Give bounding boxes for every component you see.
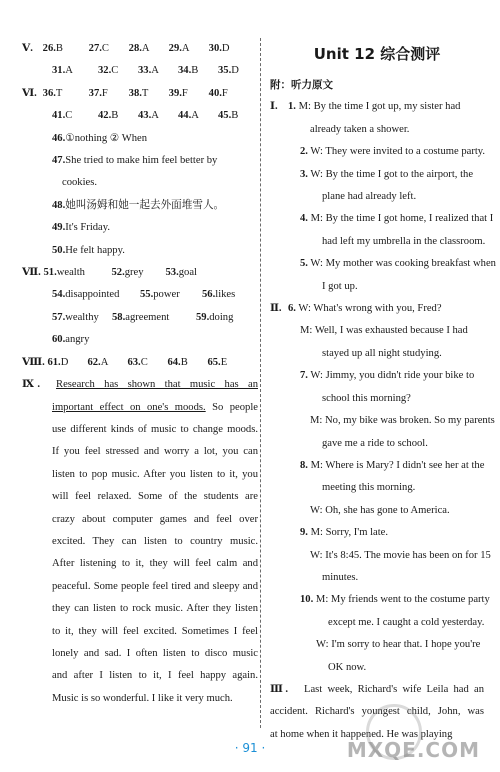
answer: B <box>231 110 239 122</box>
question-number: 36. <box>42 87 56 99</box>
section-numeral: Ⅷ. <box>22 356 45 368</box>
answer: He felt happy. <box>65 244 125 256</box>
question-number: 33. <box>138 65 152 77</box>
transcript-text: had left my umbrella in the classroom. <box>322 235 486 247</box>
transcript-paragraph-line <box>270 679 484 701</box>
question-number: 52. <box>111 267 125 279</box>
transcript-text: stayed up all night studying. <box>322 347 442 359</box>
answer: A <box>181 43 190 54</box>
answer: T <box>141 87 149 99</box>
answer: B <box>55 43 63 54</box>
question-number: 60. <box>52 334 66 346</box>
transcript-paragraph-line: at home when it happened. He was playing <box>270 728 453 740</box>
transcript-item <box>270 455 484 477</box>
question-number: 4. <box>300 213 308 225</box>
answer: T <box>55 87 63 99</box>
left-column <box>22 38 258 710</box>
question-number: 37. <box>88 87 102 99</box>
answer: C <box>65 110 73 122</box>
transcript-text: minutes. <box>322 571 359 583</box>
question-number: 34. <box>178 65 192 77</box>
question-number: 61. <box>47 356 61 368</box>
question-number: 26. <box>42 43 56 54</box>
section-numeral: Ⅸ. <box>22 379 40 391</box>
transcript-text: Last week, Richard's wife Leila had an <box>304 683 484 695</box>
page-number-dot-left: · <box>234 741 243 755</box>
answer: B <box>180 356 188 368</box>
paragraph-line: will feel relaxed. Some of the students are <box>52 491 258 503</box>
answer: doing <box>209 311 234 323</box>
answer: C <box>111 65 119 77</box>
question-number: 45. <box>218 110 232 122</box>
transcript-heading: 附：听力原文 <box>270 79 333 91</box>
transcript-text: M: By the time I got home, I realized that I <box>310 213 494 225</box>
answer: A <box>100 356 109 368</box>
paragraph-text: So people <box>205 401 258 413</box>
transcript-text: W: It's 8:45. The movie has been on for 15 <box>310 549 491 561</box>
answer: F <box>101 87 108 99</box>
question-number: 38. <box>128 87 142 99</box>
section-numeral: Ⅰ. <box>270 101 278 113</box>
underlined-text: Research has shown that music has an <box>56 379 258 391</box>
answer: likes <box>215 289 236 301</box>
paragraph-line <box>22 397 258 419</box>
question-number: 43. <box>138 110 152 122</box>
answer: agreement <box>125 311 170 323</box>
transcript-text: W: By the time I got to the airport, the <box>310 168 474 180</box>
question-number: 8. <box>300 459 308 471</box>
section-numeral: Ⅵ. <box>22 87 37 99</box>
watermark-text: MXQE.COM <box>346 738 480 762</box>
answer: 她叫汤姆和她一起去外面堆雪人。 <box>65 199 225 211</box>
answer-row <box>22 38 258 60</box>
question-number: 40. <box>208 87 222 99</box>
question-number: 59. <box>196 311 210 323</box>
question-number: 6. <box>288 303 296 315</box>
answer-47-cont <box>22 172 258 194</box>
transcript-text: M: By the time I got up, my sister had <box>298 101 461 113</box>
answer: disappointed <box>65 289 120 301</box>
paragraph-line: crazy about computer games and feel over <box>52 513 258 525</box>
question-number: 27. <box>88 43 102 54</box>
answer: B <box>191 65 199 77</box>
answer-50 <box>22 240 258 262</box>
section-numeral: Ⅶ. <box>22 267 41 279</box>
transcript-text: OK now. <box>328 661 367 673</box>
writing-sample <box>22 374 258 710</box>
transcript-item <box>270 589 490 611</box>
question-number: 7. <box>300 370 308 382</box>
question-number: 1. <box>288 101 296 113</box>
answer: A <box>151 110 159 122</box>
answer: power <box>153 289 180 301</box>
answer: A <box>141 43 150 54</box>
right-column <box>270 38 496 746</box>
question-number: 41. <box>52 110 66 122</box>
answer: cookies. <box>62 177 98 189</box>
question-number: 42. <box>98 110 112 122</box>
answer-row <box>22 105 258 127</box>
section-numeral: Ⅲ. <box>270 683 288 695</box>
paragraph-line: lonely and sad. I often listen to disco music <box>52 647 258 659</box>
paragraph-line: excited. They can listen to country music. <box>52 535 258 547</box>
paragraph-line: and after I listen to it, I feel happy again. <box>52 670 258 682</box>
question-number: 47. <box>52 155 66 167</box>
answer-48 <box>22 195 258 217</box>
answer: E <box>220 356 228 368</box>
question-number: 29. <box>168 43 182 54</box>
answer: C <box>140 356 148 368</box>
transcript-text: school this morning? <box>322 392 411 404</box>
question-number: 50. <box>52 244 66 256</box>
answer: wealth <box>56 267 85 279</box>
answer: F <box>181 87 188 99</box>
question-number: 30. <box>208 43 222 54</box>
answer-row <box>22 60 258 82</box>
transcript-item <box>270 164 484 186</box>
transcript-item <box>270 298 484 320</box>
answer: D <box>221 43 230 54</box>
answer: A <box>65 65 73 77</box>
question-number: 48. <box>52 199 66 211</box>
paragraph-line: After listening to it, they will feel calm and <box>52 558 258 570</box>
answer: B <box>111 110 119 122</box>
page-number-dot-right: · <box>257 741 266 755</box>
answer: grey <box>124 267 144 279</box>
transcript-text: W: Oh, she has gone to America. <box>310 504 450 516</box>
question-number: 46. <box>52 132 66 144</box>
transcript-item <box>270 208 494 230</box>
section-numeral: Ⅴ. <box>22 43 33 54</box>
question-number: 32. <box>98 65 112 77</box>
question-number: 62. <box>87 356 101 368</box>
answer: A <box>191 110 199 122</box>
transcript-text: W: My mother was cooking breakfast when <box>310 258 496 270</box>
question-number: 53. <box>165 267 179 279</box>
transcript-item <box>270 522 484 544</box>
question-number: 54. <box>52 289 66 301</box>
question-number: 56. <box>202 289 216 301</box>
transcript-text: M: No, my bike was broken. So my parents <box>310 415 495 427</box>
column-divider <box>260 38 261 728</box>
paragraph-line: to it, they will feel excited. Sometimes I feel <box>52 625 258 637</box>
question-number: 35. <box>218 65 232 77</box>
question-number: 57. <box>52 311 66 323</box>
transcript-text: already taken a shower. <box>310 123 410 135</box>
paragraph-line <box>22 374 258 396</box>
transcript-text: W: What's wrong with you, Fred? <box>298 303 442 315</box>
question-number: 39. <box>168 87 182 99</box>
paragraph-line: peaceful. Some people feel tired and sleepy and <box>52 580 258 592</box>
answer: It's Friday. <box>65 222 111 234</box>
answer: angry <box>65 334 90 346</box>
transcript-text: I got up. <box>322 280 358 292</box>
answer: goal <box>178 267 197 279</box>
question-number: 28. <box>128 43 142 54</box>
answer-row <box>22 284 258 306</box>
question-number: 5. <box>300 258 308 270</box>
answer: She tried to make him feel better by <box>65 155 218 167</box>
transcript-text: except me. I caught a cold yesterday. <box>328 616 485 628</box>
question-number: 63. <box>127 356 141 368</box>
question-number: 64. <box>167 356 181 368</box>
answer: D <box>60 356 69 368</box>
section-numeral: Ⅱ. <box>270 303 282 315</box>
transcript-text: M: Where is Mary? I didn't see her at the <box>310 459 485 471</box>
transcript-text: W: I'm sorry to hear that. I hope you're <box>316 639 481 651</box>
answer: A <box>151 65 159 77</box>
question-number: 31. <box>52 65 66 77</box>
transcript-text: W: Jimmy, you didn't ride your bike to <box>310 370 475 382</box>
transcript-text: gave me a ride to school. <box>322 437 428 449</box>
answer: C <box>101 43 109 54</box>
transcript-item <box>270 96 484 118</box>
question-number: 58. <box>112 311 126 323</box>
paragraph-line: If you feel stressed and worry a lot, you can <box>52 446 258 458</box>
transcript-item <box>270 365 484 387</box>
question-number: 3. <box>300 168 308 180</box>
answer-row <box>22 262 258 284</box>
transcript-text: meeting this morning. <box>322 482 416 494</box>
question-number: 44. <box>178 110 192 122</box>
paragraph-line: Music is so wonderful. I like it very much. <box>52 692 233 704</box>
answer-row <box>22 352 258 374</box>
answer-row <box>22 329 258 351</box>
question-number: 51. <box>43 267 57 279</box>
question-number: 65. <box>207 356 221 368</box>
answer-row <box>22 83 258 105</box>
transcript-text: plane had already left. <box>322 191 417 203</box>
answer: D <box>231 65 239 77</box>
question-number: 2. <box>300 146 308 158</box>
unit-title: Unit 12 综合测评 <box>313 45 441 63</box>
transcript-item <box>270 141 484 163</box>
transcript-text: M: My friends went to the costume party <box>315 594 490 606</box>
paragraph-line: they can listen to rock music. After they listen <box>52 603 258 615</box>
transcript-text: M: Well, I was exhausted because I had <box>300 325 468 337</box>
transcript-text: M: Sorry, I'm late. <box>310 527 389 539</box>
paragraph-line: listen to pop music. After you listen to it, you <box>52 468 258 480</box>
answer-47 <box>22 150 258 172</box>
transcript-text: W: They were invited to a costume party. <box>310 146 486 158</box>
answer-row <box>22 307 258 329</box>
question-number: 55. <box>140 289 154 301</box>
question-number: 10. <box>300 594 314 606</box>
transcript-paragraph-line: accident. Richard's youngest child, John, was <box>270 706 484 718</box>
answer-49 <box>22 217 258 239</box>
answer: wealthy <box>65 311 99 323</box>
question-number: 49. <box>52 222 66 234</box>
answer-46 <box>22 128 258 150</box>
answer: ①nothing ② When <box>65 132 148 144</box>
underlined-text: important effect on one's moods. <box>52 401 206 413</box>
transcript-item <box>270 253 496 275</box>
question-number: 9. <box>300 527 308 539</box>
page-number-value: 91 <box>242 741 258 755</box>
answer: F <box>221 87 228 99</box>
paragraph-line: use different kinds of music to change moods. <box>52 423 258 435</box>
